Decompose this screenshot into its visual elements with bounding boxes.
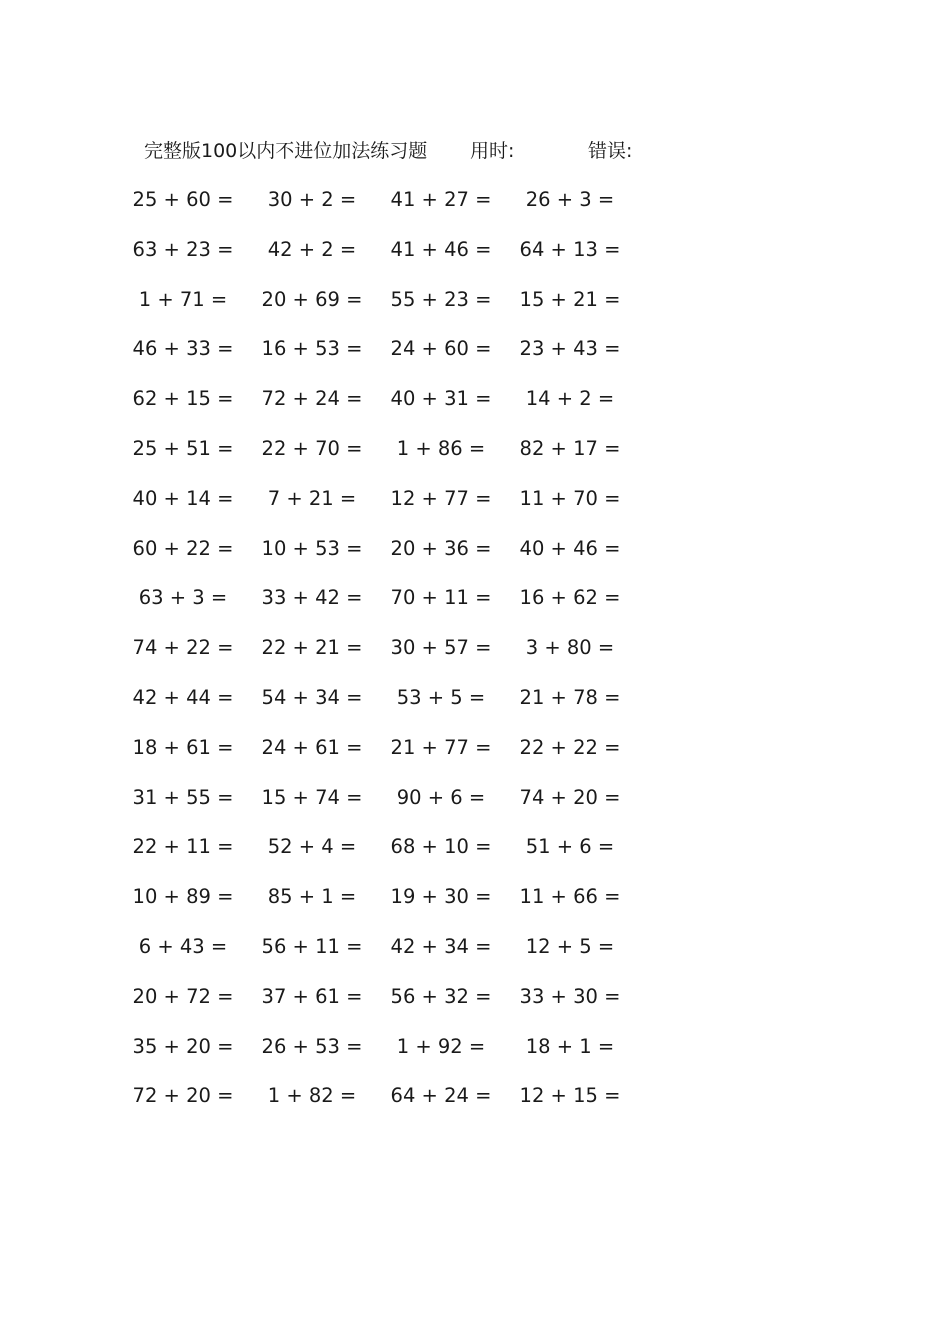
problem-item: 3 + 80 = xyxy=(525,636,615,660)
problem-item: 30 + 2 = xyxy=(267,188,357,211)
problem-item: 26 + 3 = xyxy=(525,188,615,211)
problem-row xyxy=(0,832,950,882)
problem-item: 74 + 22 = xyxy=(132,636,234,660)
problem-item: 53 + 5 = xyxy=(396,685,486,709)
problem-item: 46 + 33 = xyxy=(132,337,234,361)
problem-item: 40 + 31 = xyxy=(390,387,492,411)
problem-row xyxy=(0,932,950,982)
problem-row xyxy=(0,484,950,534)
problem-item: 14 + 2 = xyxy=(525,387,615,411)
problem-item: 23 + 43 = xyxy=(519,337,621,361)
problem-item: 18 + 61 = xyxy=(132,735,234,759)
problem-item: 63 + 3 = xyxy=(138,586,228,610)
problem-item: 62 + 15 = xyxy=(132,387,234,411)
problem-item: 7 + 21 = xyxy=(267,486,357,510)
problem-item: 26 + 53 = xyxy=(261,1034,363,1058)
problem-item: 41 + 46 = xyxy=(390,237,492,261)
problem-item: 42 + 2 = xyxy=(267,237,357,261)
problem-row xyxy=(0,683,950,733)
problem-item: 12 + 15 = xyxy=(519,1084,621,1108)
problem-item: 10 + 89 = xyxy=(132,885,234,909)
problem-item: 22 + 21 = xyxy=(261,636,363,660)
problem-item: 1 + 71 = xyxy=(138,287,228,311)
problem-item: 30 + 57 = xyxy=(390,636,492,660)
worksheet-header xyxy=(0,137,950,165)
problem-item: 56 + 32 = xyxy=(390,984,492,1008)
problem-item: 55 + 23 = xyxy=(390,287,492,311)
problem-item: 22 + 22 = xyxy=(519,735,621,759)
problem-row xyxy=(0,882,950,932)
problem-row xyxy=(0,235,950,285)
problem-item: 18 + 1 = xyxy=(525,1034,615,1058)
problem-item: 12 + 77 = xyxy=(390,486,492,510)
problem-item: 40 + 14 = xyxy=(132,486,234,510)
problem-item: 11 + 66 = xyxy=(519,885,621,909)
problem-item: 15 + 21 = xyxy=(519,287,621,311)
error-label: 错误: xyxy=(588,140,633,162)
problem-item: 21 + 77 = xyxy=(390,735,492,759)
problem-item: 20 + 36 = xyxy=(390,536,492,560)
problem-item: 90 + 6 = xyxy=(396,785,486,809)
problem-item: 42 + 34 = xyxy=(390,934,492,958)
problem-item: 1 + 82 = xyxy=(267,1084,357,1108)
problem-item: 74 + 20 = xyxy=(519,785,621,809)
problem-item: 25 + 60 = xyxy=(132,188,234,211)
problem-item: 33 + 30 = xyxy=(519,984,621,1008)
problem-item: 85 + 1 = xyxy=(267,885,357,909)
problem-item: 24 + 60 = xyxy=(390,337,492,361)
problem-item: 72 + 24 = xyxy=(261,387,363,411)
problem-item: 24 + 61 = xyxy=(261,735,363,759)
problem-item: 54 + 34 = xyxy=(261,685,363,709)
problem-item: 16 + 62 = xyxy=(519,586,621,610)
problem-item: 20 + 69 = xyxy=(261,287,363,311)
problem-item: 19 + 30 = xyxy=(390,885,492,909)
problem-item: 41 + 27 = xyxy=(390,188,492,211)
problem-grid xyxy=(0,185,950,1131)
time-label: 用时: xyxy=(470,140,515,162)
problem-item: 11 + 70 = xyxy=(519,486,621,510)
problem-row xyxy=(0,1081,950,1131)
problem-item: 60 + 22 = xyxy=(132,536,234,560)
problem-item: 21 + 78 = xyxy=(519,685,621,709)
problem-row xyxy=(0,334,950,384)
problem-item: 68 + 10 = xyxy=(390,835,492,859)
problem-item: 25 + 51 = xyxy=(132,436,234,460)
problem-item: 10 + 53 = xyxy=(261,536,363,560)
problem-row xyxy=(0,534,950,584)
problem-item: 42 + 44 = xyxy=(132,685,234,709)
problem-item: 35 + 20 = xyxy=(132,1034,234,1058)
problem-item: 6 + 43 = xyxy=(138,934,228,958)
problem-item: 52 + 4 = xyxy=(267,835,357,859)
problem-row xyxy=(0,434,950,484)
problem-item: 37 + 61 = xyxy=(261,984,363,1008)
problem-row xyxy=(0,1032,950,1082)
problem-row xyxy=(0,583,950,633)
problem-item: 51 + 6 = xyxy=(525,835,615,859)
problem-item: 72 + 20 = xyxy=(132,1084,234,1108)
problem-item: 12 + 5 = xyxy=(525,934,615,958)
problem-item: 20 + 72 = xyxy=(132,984,234,1008)
problem-item: 82 + 17 = xyxy=(519,436,621,460)
problem-item: 15 + 74 = xyxy=(261,785,363,809)
problem-row xyxy=(0,384,950,434)
problem-item: 1 + 92 = xyxy=(396,1034,486,1058)
problem-row xyxy=(0,185,950,235)
problem-item: 64 + 13 = xyxy=(519,237,621,261)
problem-item: 1 + 86 = xyxy=(396,436,486,460)
worksheet-title: 完整版100以内不进位加法练习题 xyxy=(144,140,428,162)
problem-row xyxy=(0,285,950,335)
problem-item: 64 + 24 = xyxy=(390,1084,492,1108)
problem-item: 22 + 70 = xyxy=(261,436,363,460)
problem-item: 63 + 23 = xyxy=(132,237,234,261)
problem-row xyxy=(0,982,950,1032)
problem-item: 40 + 46 = xyxy=(519,536,621,560)
problem-row xyxy=(0,733,950,783)
problem-item: 70 + 11 = xyxy=(390,586,492,610)
problem-row xyxy=(0,633,950,683)
problem-item: 33 + 42 = xyxy=(261,586,363,610)
problem-row xyxy=(0,783,950,833)
problem-item: 31 + 55 = xyxy=(132,785,234,809)
problem-item: 22 + 11 = xyxy=(132,835,234,859)
problem-item: 16 + 53 = xyxy=(261,337,363,361)
problem-item: 56 + 11 = xyxy=(261,934,363,958)
